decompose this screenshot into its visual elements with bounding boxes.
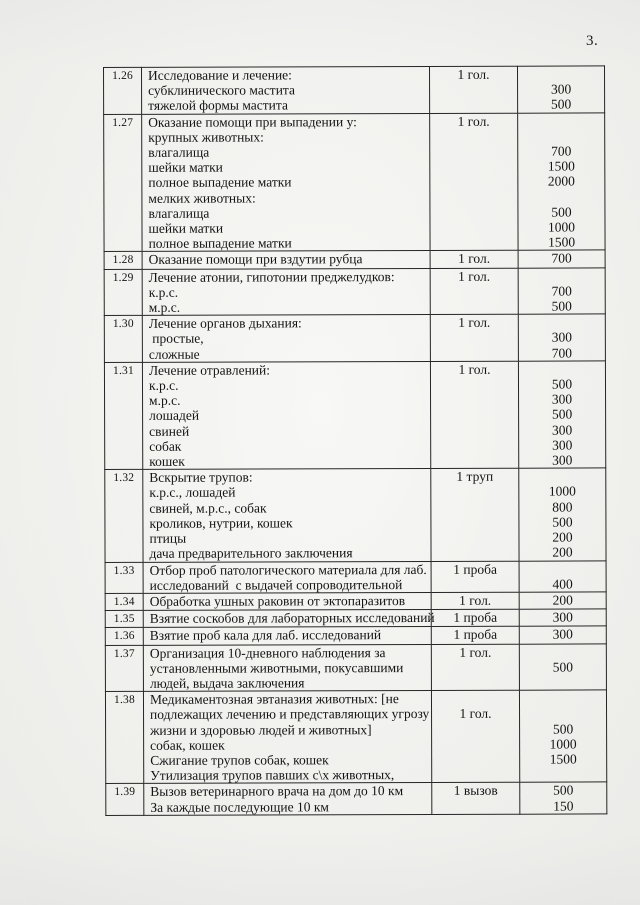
service-line: Оказание помощи при выпадении у: — [148, 113, 357, 130]
unit-label — [431, 235, 518, 250]
price-value: 500 — [550, 96, 572, 112]
service-line: Вызов ветеринарного врача на дом до 10 км — [150, 783, 404, 800]
table-row — [105, 690, 606, 784]
unit-label — [430, 205, 517, 220]
price-value: 1500 — [548, 234, 576, 250]
price-value: 200 — [552, 544, 573, 560]
row-number-cell — [104, 114, 142, 252]
row-unit-cell — [431, 561, 519, 593]
row-description-cell — [142, 66, 430, 114]
unit-label — [431, 422, 518, 437]
unit-label — [430, 189, 517, 204]
price-value — [519, 315, 605, 330]
price-value: 2000 — [547, 173, 575, 190]
unit-label — [431, 453, 518, 468]
row-description-cell — [144, 783, 432, 815]
unit-label: 1 гол. — [458, 268, 491, 284]
service-line: к.р.с., лошадей — [149, 485, 236, 501]
row-unit-cell — [432, 783, 520, 815]
unit-label — [432, 798, 519, 813]
table-row — [106, 782, 607, 815]
price-value: 700 — [551, 143, 572, 159]
unit-label — [431, 330, 518, 345]
row-unit-cell — [430, 361, 518, 469]
table-row — [105, 560, 606, 593]
service-line: Отбор проб патологического материала для лаб. — [149, 561, 427, 578]
price-value: 300 — [552, 626, 573, 642]
row-number-cell — [105, 593, 143, 610]
table-row — [104, 66, 605, 114]
service-line: лошадей — [149, 408, 200, 424]
price-value: 500 — [551, 204, 572, 220]
table-row — [105, 626, 606, 645]
price-value: 500 — [551, 406, 573, 423]
row-number-cell — [105, 610, 143, 627]
price-value: 400 — [552, 576, 573, 592]
unit-label: 1 гол. — [459, 644, 492, 660]
row-number: 1.34 — [113, 595, 135, 608]
service-line: м.р.с. — [149, 393, 181, 409]
row-price-cell — [518, 268, 605, 315]
row-number: 1.35 — [113, 613, 135, 626]
row-number-cell — [105, 692, 143, 784]
unit-label — [432, 545, 519, 560]
row-number: 1.32 — [113, 472, 135, 485]
row-unit-cell — [431, 644, 519, 691]
service-line: тяжелой формы мастита — [148, 97, 288, 114]
price-value: 1000 — [548, 484, 576, 500]
row-price-cell — [519, 690, 606, 782]
service-line: свиней, м.р.с., собак — [149, 500, 267, 516]
unit-label: 1 гол. — [458, 251, 491, 267]
row-description-cell — [143, 644, 431, 692]
service-line: крупных животных: — [148, 129, 264, 145]
service-line: мелких животных: — [148, 190, 256, 206]
row-number: 1.27 — [112, 116, 134, 129]
price-value: 300 — [550, 81, 572, 97]
unit-label — [430, 82, 517, 97]
table-row — [104, 314, 605, 362]
service-line: Оказание помощи при вздутии рубца — [148, 251, 363, 268]
service-line: людей, выдача заключения — [149, 675, 305, 691]
unit-label: 1 гол. — [458, 315, 491, 331]
row-number: 1.37 — [113, 647, 135, 660]
service-line: Взятие соскобов для лабораторных исследований — [149, 610, 435, 626]
unit-label — [430, 144, 517, 159]
unit-label: 1 гол. — [458, 361, 491, 377]
row-number: 1.31 — [112, 364, 134, 377]
row-description-cell — [143, 469, 431, 562]
service-line: Сжигание трупов собак, кошек — [150, 752, 329, 768]
row-price-cell — [519, 468, 606, 560]
row-description-cell — [143, 592, 431, 610]
unit-label — [432, 736, 519, 751]
service-line: собак — [149, 438, 182, 454]
table-row — [105, 592, 606, 611]
price-value: 500 — [551, 298, 572, 314]
row-unit-cell — [431, 627, 519, 644]
service-line: кроликов, нутрии, кошек — [149, 515, 293, 531]
table-row — [104, 268, 605, 316]
unit-label — [431, 392, 518, 407]
unit-label — [431, 299, 518, 314]
unit-label — [430, 159, 517, 174]
service-line: Лечение отравлений: — [148, 362, 271, 378]
service-line: м.р.с. — [148, 299, 181, 315]
service-line: шейки матки — [148, 159, 223, 176]
table-row — [105, 643, 606, 691]
row-price-cell — [519, 626, 606, 643]
service-line: полное выпадение матки — [148, 235, 292, 252]
unit-label: 1 проба — [453, 627, 498, 643]
table-row — [104, 113, 605, 252]
service-line: Организация 10-дневного наблюдения за — [149, 644, 386, 661]
service-line: жизни и здоровью людей и животных] — [150, 721, 372, 738]
row-price-cell — [517, 66, 604, 113]
unit-label: 1 гол. — [459, 592, 492, 608]
row-description-cell — [142, 251, 430, 269]
row-number: 1.33 — [113, 564, 135, 577]
row-description-cell — [143, 691, 431, 784]
price-value: 300 — [552, 437, 573, 453]
price-value — [520, 767, 606, 782]
row-description-cell — [142, 268, 430, 316]
service-line: Лечение атонии, гипотонии преджелудков: — [148, 268, 395, 285]
row-price-cell — [519, 560, 606, 592]
service-line: собак, кошек — [150, 737, 225, 753]
price-table — [103, 65, 607, 815]
price-value — [520, 691, 606, 706]
row-number-cell — [104, 269, 142, 316]
unit-label — [432, 675, 519, 690]
service-line: субклинического мастита — [148, 82, 296, 99]
service-line: Взятие проб кала для лаб. исследований — [149, 627, 382, 644]
price-value: 300 — [552, 452, 573, 468]
price-value — [520, 644, 606, 659]
service-line: птицы — [149, 530, 187, 546]
price-value — [518, 113, 604, 128]
unit-label — [431, 484, 518, 499]
row-description-cell — [142, 113, 430, 252]
row-unit-cell — [430, 251, 518, 268]
unit-label — [432, 576, 519, 591]
row-number-cell — [105, 628, 143, 645]
unit-label — [432, 659, 519, 674]
unit-label — [431, 345, 518, 360]
service-line: влагалища — [148, 144, 210, 160]
service-line: к.р.с. — [148, 284, 179, 300]
service-line: свиней — [149, 423, 190, 439]
row-price-cell — [518, 250, 605, 267]
row-number: 1.36 — [113, 630, 135, 643]
row-price-cell — [519, 592, 606, 609]
unit-label: 1 труп — [456, 469, 494, 485]
row-number-cell — [105, 470, 143, 562]
service-line: установленными животными, покусавшими — [149, 659, 404, 676]
unit-label — [432, 767, 519, 782]
row-number-cell — [105, 562, 143, 594]
unit-label — [432, 752, 519, 767]
price-value: 500 — [552, 514, 573, 530]
price-value: 300 — [551, 329, 573, 346]
row-number: 1.28 — [112, 254, 134, 267]
unit-label — [430, 129, 517, 144]
price-value: 300 — [551, 391, 573, 407]
service-line: Утилизация трупов павших с\х животных, — [150, 767, 395, 783]
price-value: 1500 — [547, 158, 575, 174]
row-description-cell — [143, 610, 435, 628]
price-value — [519, 469, 605, 484]
unit-label — [431, 438, 518, 453]
unit-label: 1 гол. — [457, 66, 490, 82]
unit-label — [430, 220, 517, 235]
service-line: подлежащих лечению и представляющих угрозу — [150, 706, 430, 723]
unit-label — [431, 284, 518, 299]
service-line: Обработка ушных раковин от эктопаразитов — [149, 592, 406, 609]
service-line: влагалища — [148, 205, 210, 221]
table-row — [105, 609, 606, 628]
service-line: кошек — [149, 453, 185, 469]
row-number: 1.30 — [112, 318, 134, 331]
row-description-cell — [143, 627, 431, 645]
row-number-cell — [106, 784, 144, 816]
unit-label — [430, 97, 517, 112]
row-price-cell — [518, 314, 605, 361]
service-line: Исследование и лечение: — [148, 67, 292, 83]
unit-label — [431, 499, 518, 514]
row-description-cell — [143, 561, 431, 593]
price-value — [518, 128, 604, 143]
price-value: 500 — [552, 721, 574, 737]
price-value: 700 — [551, 250, 572, 267]
unit-label — [432, 721, 519, 736]
unit-label — [431, 407, 518, 422]
service-line: Медикаментозная эвтаназия животных: [не — [149, 691, 399, 707]
service-line: простые, — [148, 331, 204, 347]
row-unit-cell — [431, 468, 519, 560]
price-value: 150 — [553, 798, 574, 814]
unit-label: 1 проба — [453, 609, 498, 626]
unit-label: 1 проба — [453, 561, 497, 577]
unit-label — [431, 377, 518, 392]
row-unit-cell — [430, 268, 518, 315]
row-price-cell — [520, 782, 607, 814]
row-unit-cell — [431, 592, 519, 609]
unit-label — [431, 515, 518, 530]
row-price-cell — [519, 643, 606, 690]
price-value — [519, 361, 605, 376]
row-number-cell — [105, 645, 143, 692]
table-row — [104, 250, 605, 269]
row-unit-cell — [431, 690, 519, 782]
service-line: полное выпадение матки — [148, 174, 292, 191]
price-value: 700 — [551, 345, 573, 361]
unit-label: 1 гол. — [457, 113, 490, 129]
price-value — [520, 561, 606, 576]
price-value — [518, 66, 604, 81]
row-price-cell — [519, 609, 606, 626]
price-value — [520, 706, 606, 721]
row-number-cell — [104, 67, 142, 114]
price-value: 200 — [552, 529, 573, 545]
price-table-body — [104, 66, 607, 815]
price-value: 1000 — [547, 219, 576, 235]
unit-label — [430, 174, 517, 189]
service-line: дача предварительного заключения — [149, 545, 353, 562]
page-number: 3. — [586, 33, 599, 49]
price-value: 800 — [552, 499, 573, 515]
row-unit-cell — [430, 113, 518, 251]
unit-label — [431, 530, 518, 545]
row-price-cell — [518, 113, 605, 251]
row-description-cell — [142, 315, 430, 363]
row-number: 1.39 — [114, 786, 136, 799]
unit-label — [432, 691, 519, 706]
row-number: 1.38 — [114, 694, 135, 707]
price-value: 300 — [552, 609, 573, 625]
service-line: Лечение органов дыхания: — [148, 315, 302, 332]
service-line: исследований с выдачей сопроводительной — [149, 576, 403, 593]
row-number-cell — [104, 362, 142, 470]
row-number-cell — [104, 252, 142, 269]
service-line: За каждые последующие 10 км — [150, 798, 329, 815]
price-value: 700 — [551, 283, 572, 299]
price-value: 500 — [551, 376, 573, 392]
table-row — [105, 468, 606, 562]
unit-label: 1 вызов — [453, 783, 498, 799]
service-line: к.р.с. — [148, 377, 179, 393]
service-line: сложные — [148, 346, 200, 362]
table-row — [104, 361, 605, 470]
row-description-cell — [142, 361, 430, 469]
row-unit-cell — [429, 66, 517, 113]
row-unit-cell — [430, 314, 518, 361]
price-value: 1000 — [549, 736, 577, 752]
service-line: шейки матки — [148, 220, 224, 236]
price-value: 200 — [552, 592, 573, 608]
price-value: 300 — [551, 422, 573, 438]
price-value — [518, 189, 604, 204]
unit-label: 1 гол. — [459, 706, 492, 722]
row-number-cell — [104, 316, 142, 363]
row-number: 1.26 — [112, 69, 134, 82]
price-value: 500 — [552, 659, 574, 675]
price-value — [520, 674, 606, 689]
row-number: 1.29 — [112, 271, 134, 284]
service-line: Вскрытие трупов: — [149, 469, 253, 486]
price-value: 1500 — [549, 751, 577, 767]
price-value: 500 — [553, 782, 574, 798]
price-value — [519, 268, 605, 283]
row-unit-cell — [431, 609, 519, 626]
row-price-cell — [518, 361, 605, 469]
